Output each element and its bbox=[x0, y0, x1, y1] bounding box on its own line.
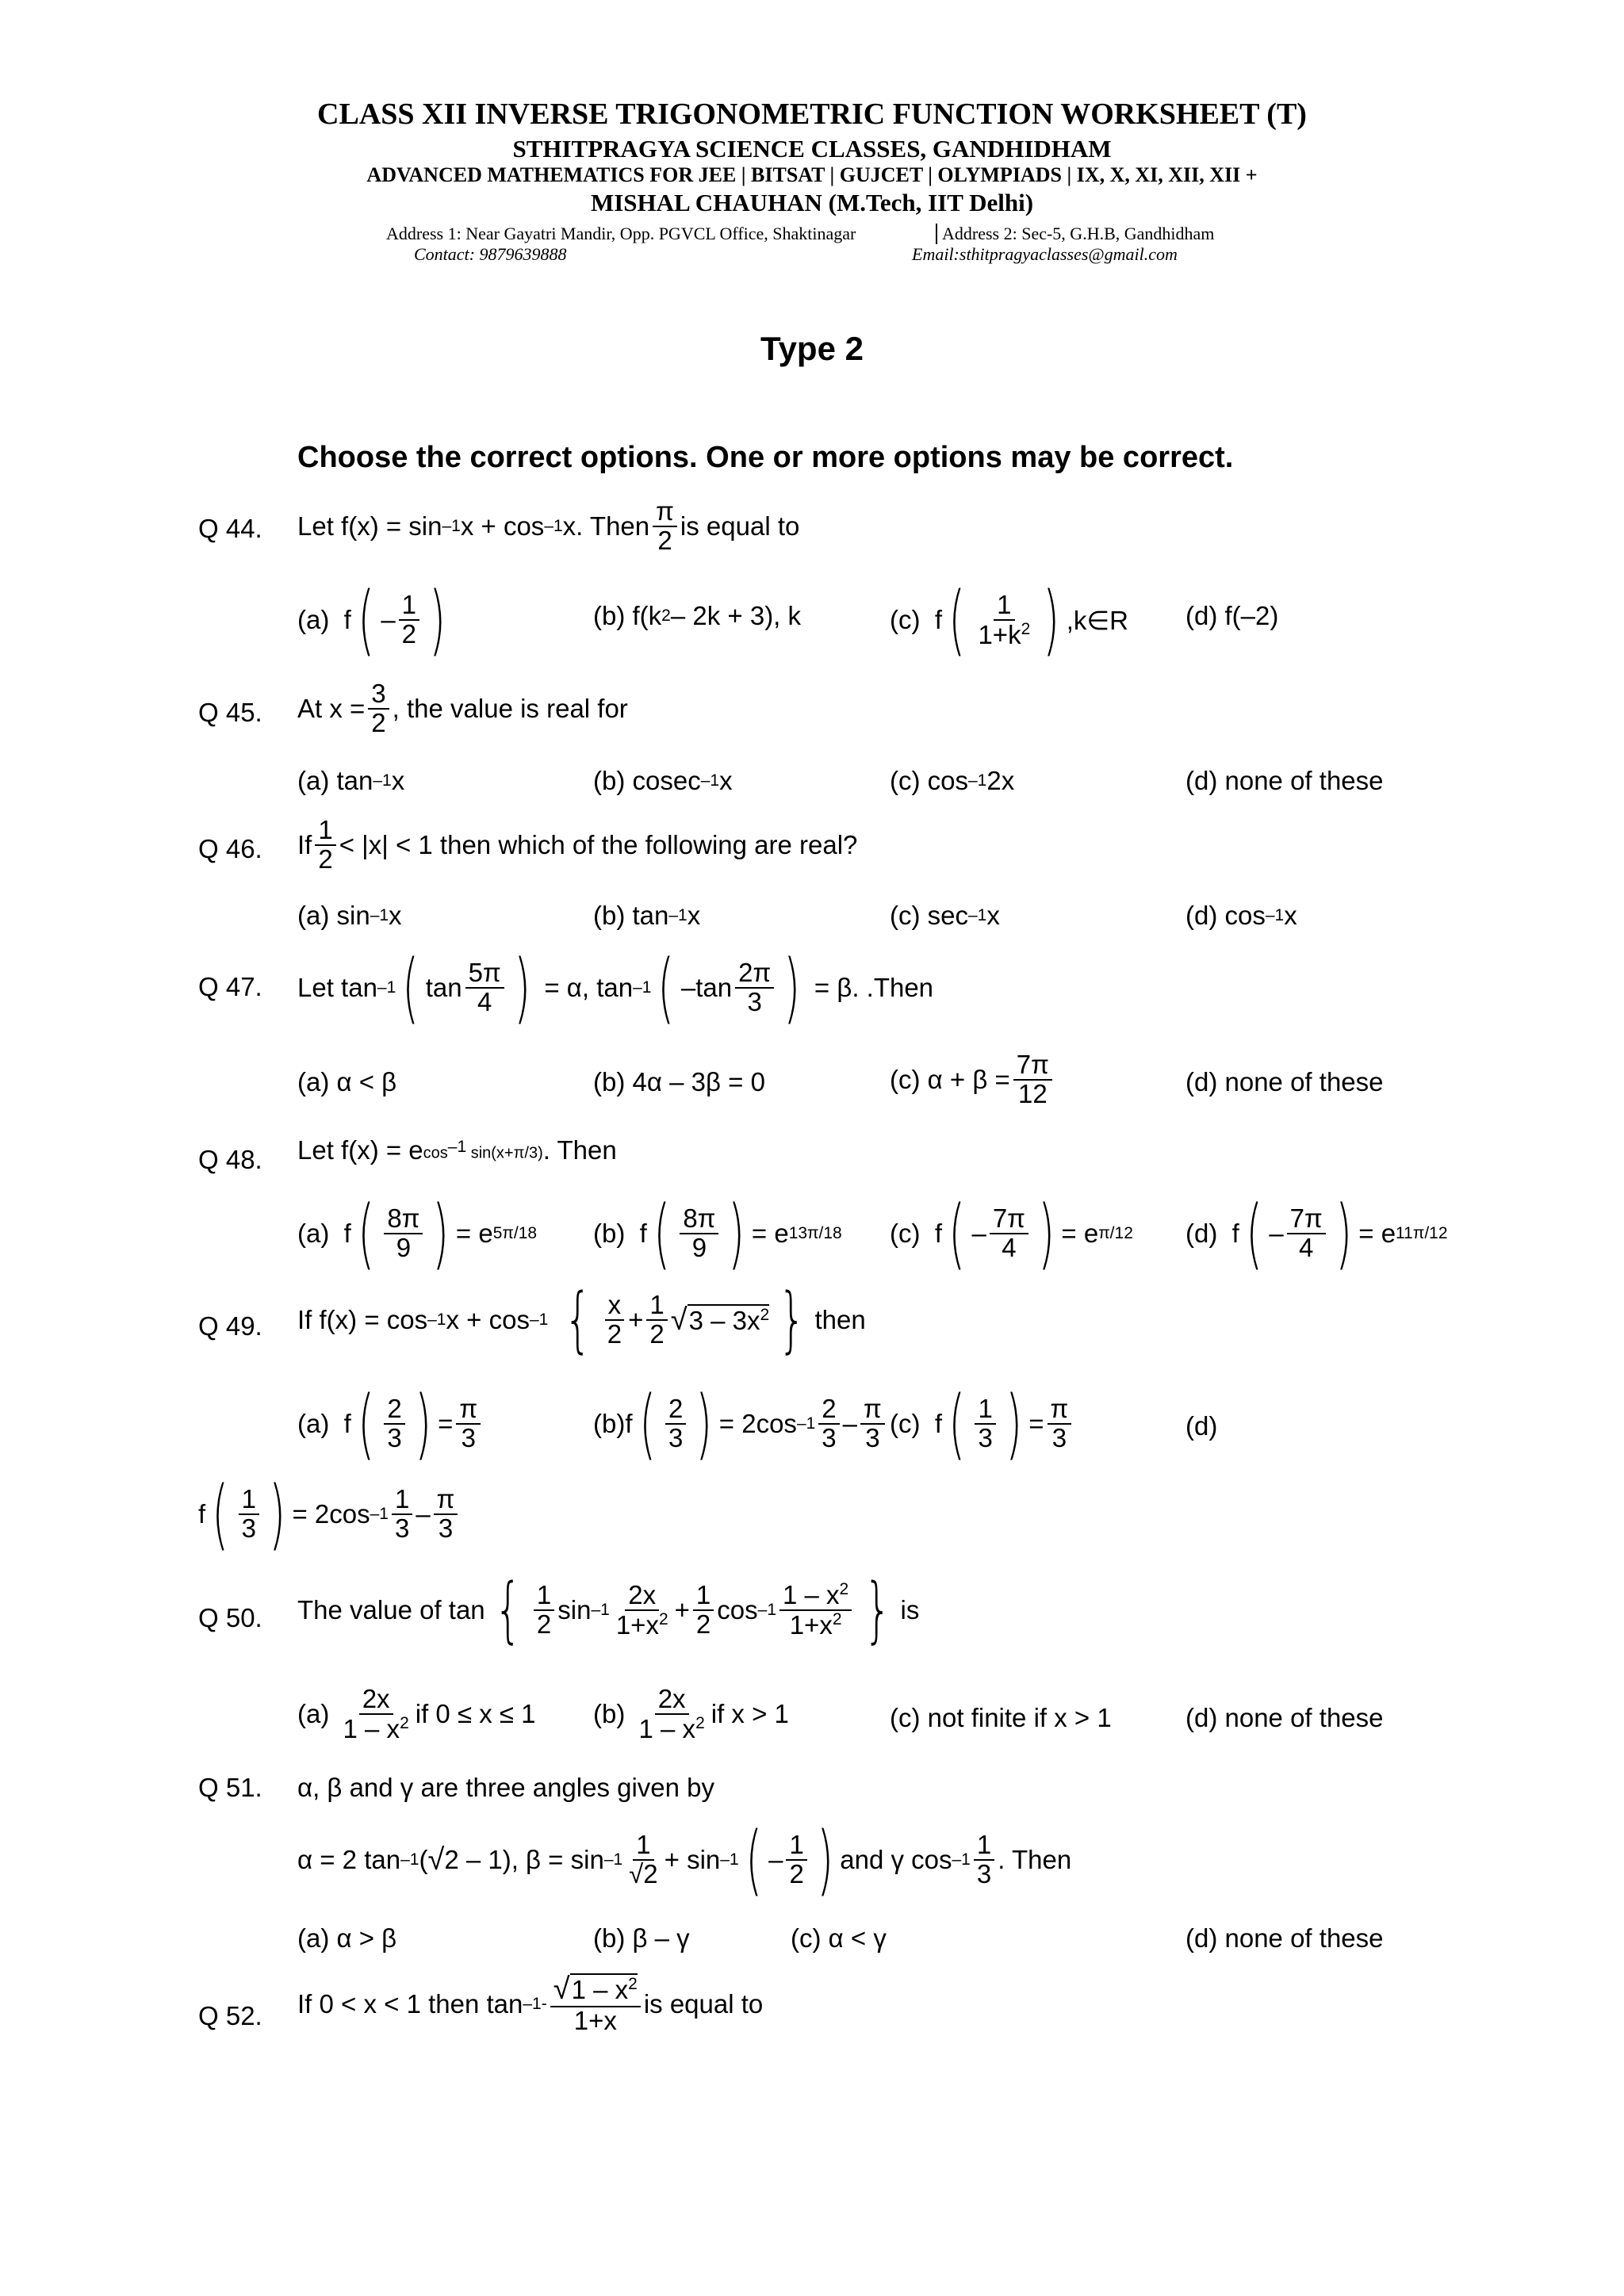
option-49-d-expression: f ( $\frac{1}{3}$ ) = 2cos –1 $\frac{1}{3}$ – $\frac{\pi}{3}$ bbox=[198, 1476, 461, 1552]
teacher-line: MISHAL CHAUHAN (M.Tech, IIT Delhi) bbox=[590, 189, 1034, 216]
option-47-d: (d) none of these bbox=[1185, 1067, 1384, 1096]
option-48-b: (b) f ( $\frac{8\pi}{9}$ ) = e 13π/18 bbox=[593, 1189, 842, 1278]
option-48-d: (d) f ( – $\frac{7\pi}{4}$ ) = e 11π/12 bbox=[1185, 1189, 1448, 1278]
option-50-d: (d) none of these bbox=[1185, 1703, 1384, 1732]
question-50-stem: The value of tan { $\frac{1}{2}$ sin –1 $\frac{2x}{1+x^2}$ + $\frac{1}{2}$ cos –1 $\frac{1 - x^2}{1+x^2}$ } is bbox=[297, 1568, 920, 1651]
option-47-b: (b) 4α – 3β = 0 bbox=[593, 1067, 765, 1096]
option-49-b: (b) f ( $\frac{2}{3}$ ) = 2cos –1 $\frac{2}{3}$ – $\frac{\pi}{3}$ bbox=[593, 1386, 888, 1462]
question-number: Q 48. bbox=[198, 1145, 262, 1174]
section-title: Type 2 bbox=[760, 330, 864, 367]
option-49-c: (c) f ( $\frac{1}{3}$ ) = $\frac{\pi}{3}$ bbox=[890, 1386, 1074, 1462]
option-48-c: (c) f ( – $\frac{7\pi}{4}$ ) = e π/12 bbox=[890, 1189, 1133, 1278]
question-45-stem: At x = $\frac{3}{2}$ , the value is real for bbox=[297, 679, 628, 737]
option-51-d: (d) none of these bbox=[1185, 1923, 1384, 1953]
option-46-a: (a) sin –1 x bbox=[297, 901, 402, 930]
option-46-c: (c) sec –1 x bbox=[890, 901, 1000, 930]
question-number: Q 44. bbox=[198, 514, 262, 543]
question-number: Q 52. bbox=[198, 2001, 262, 2030]
address-1: Address 1: Near Gayatri Mandir, Opp. PGVCL Office, Shaktinagar bbox=[386, 224, 856, 243]
question-49-stem: If f(x) = cos –1 x + cos –1 { $\frac{x}{2}$ + $\frac{1}{2}$ √ $3 - 3x^2$ } then bbox=[297, 1278, 866, 1361]
option-49-a: (a) f ( $\frac{2}{3}$ ) = $\frac{\pi}{3}$ bbox=[297, 1386, 484, 1462]
option-51-c: (c) α < γ bbox=[791, 1923, 887, 1953]
institute-name: STHITPRAGYA SCIENCE CLASSES, GANDHIDHAM bbox=[512, 135, 1112, 163]
option-51-a: (a) α > β bbox=[297, 1923, 397, 1953]
question-number: Q 50. bbox=[198, 1603, 262, 1632]
option-46-d: (d) cos –1 x bbox=[1185, 901, 1297, 930]
option-49-d: (d) bbox=[1185, 1411, 1218, 1441]
worksheet-title: CLASS XII INVERSE TRIGONOMETRIC FUNCTION WORKSHEET (T) bbox=[317, 98, 1307, 131]
question-number: Q 51. bbox=[198, 1773, 262, 1802]
instruction: Choose the correct options. One or more options may be correct. bbox=[297, 441, 1234, 474]
question-51-definitions: α = 2 tan –1 ( √ 2 – 1), β = sin –1 $\frac{1}{√2}$ + sin –1 ( – $\frac{1}{2}$ ) and γ cos –1 $\frac{1}{3}$ . Then bbox=[297, 1816, 1072, 1904]
question-number: Q 46. bbox=[198, 834, 262, 863]
option-48-a: (a) f ( $\frac{8\pi}{9}$ ) = e 5π/18 bbox=[297, 1189, 538, 1278]
question-52-stem: If 0 < x < 1 then tan –1- $\frac{√1 - x^2}{1+x}$ is equal to bbox=[297, 1973, 764, 2035]
option-44-a: (a) f ( – $\frac{1}{2}$ ) bbox=[297, 576, 446, 664]
question-47-stem: Let tan –1 ( tan $\frac{5\pi}{4}$ ) = α, tan –1 ( –tan $\frac{2\pi}{3}$ ) = β . .Then bbox=[297, 943, 934, 1032]
option-45-c: (c) cos –1 2x bbox=[890, 766, 1015, 795]
option-44-c: (c) f ( $\frac{1}{1+k^2}$ ) ,k∈R bbox=[890, 576, 1128, 664]
option-45-b: (b) cosec –1 x bbox=[593, 766, 733, 795]
question-number: Q 45. bbox=[198, 698, 262, 727]
option-45-d: (d) none of these bbox=[1185, 766, 1384, 795]
option-44-d: (d) f(–2) bbox=[1185, 601, 1279, 630]
contact-phone: Contact: 9879639888 bbox=[414, 244, 567, 264]
question-number: Q 47. bbox=[198, 972, 262, 1001]
question-44-stem: Let f(x) = sin –1 x + cos –1 x. Then $\frac{\pi}{2}$ is equal to bbox=[297, 496, 800, 555]
question-51-stem: α, β and γ are three angles given by bbox=[297, 1773, 715, 1802]
address-2: Address 2: Sec-5, G.H.B, Gandhidham bbox=[936, 224, 1214, 244]
question-number: Q 49. bbox=[198, 1311, 262, 1341]
contact-email: Email:sthitpragyaclasses@gmail.com bbox=[912, 244, 1178, 264]
option-45-a: (a) tan –1 x bbox=[297, 766, 405, 795]
question-48-stem: Let f(x) = e $\cos^{-1} \sin(x+\pi/3)$ . Then bbox=[297, 1135, 617, 1165]
option-46-b: (b) tan –1 x bbox=[593, 901, 701, 930]
option-47-a: (a) α < β bbox=[297, 1067, 397, 1096]
option-50-c: (c) not finite if x > 1 bbox=[890, 1703, 1112, 1732]
question-46-stem: If $\frac{1}{2}$ < |x| < 1 then which of the following are real? bbox=[297, 815, 858, 874]
courses-line: ADVANCED MATHEMATICS FOR JEE | BITSAT | GUJCET | OLYMPIADS | IX, X, XI, XII, XII + bbox=[366, 163, 1258, 186]
option-50-a: (a) $\frac{2x}{1 - x^2}$ if 0 ≤ x ≤ 1 bbox=[297, 1684, 536, 1743]
option-47-c: (c) α + β = $\frac{7\pi}{12}$ bbox=[890, 1051, 1055, 1108]
option-44-b: (b) f(k 2 – 2k + 3), k bbox=[593, 601, 802, 630]
option-51-b: (b) β – γ bbox=[593, 1923, 690, 1953]
option-50-b: (b) $\frac{2x}{1 - x^2}$ if x > 1 bbox=[593, 1684, 789, 1743]
